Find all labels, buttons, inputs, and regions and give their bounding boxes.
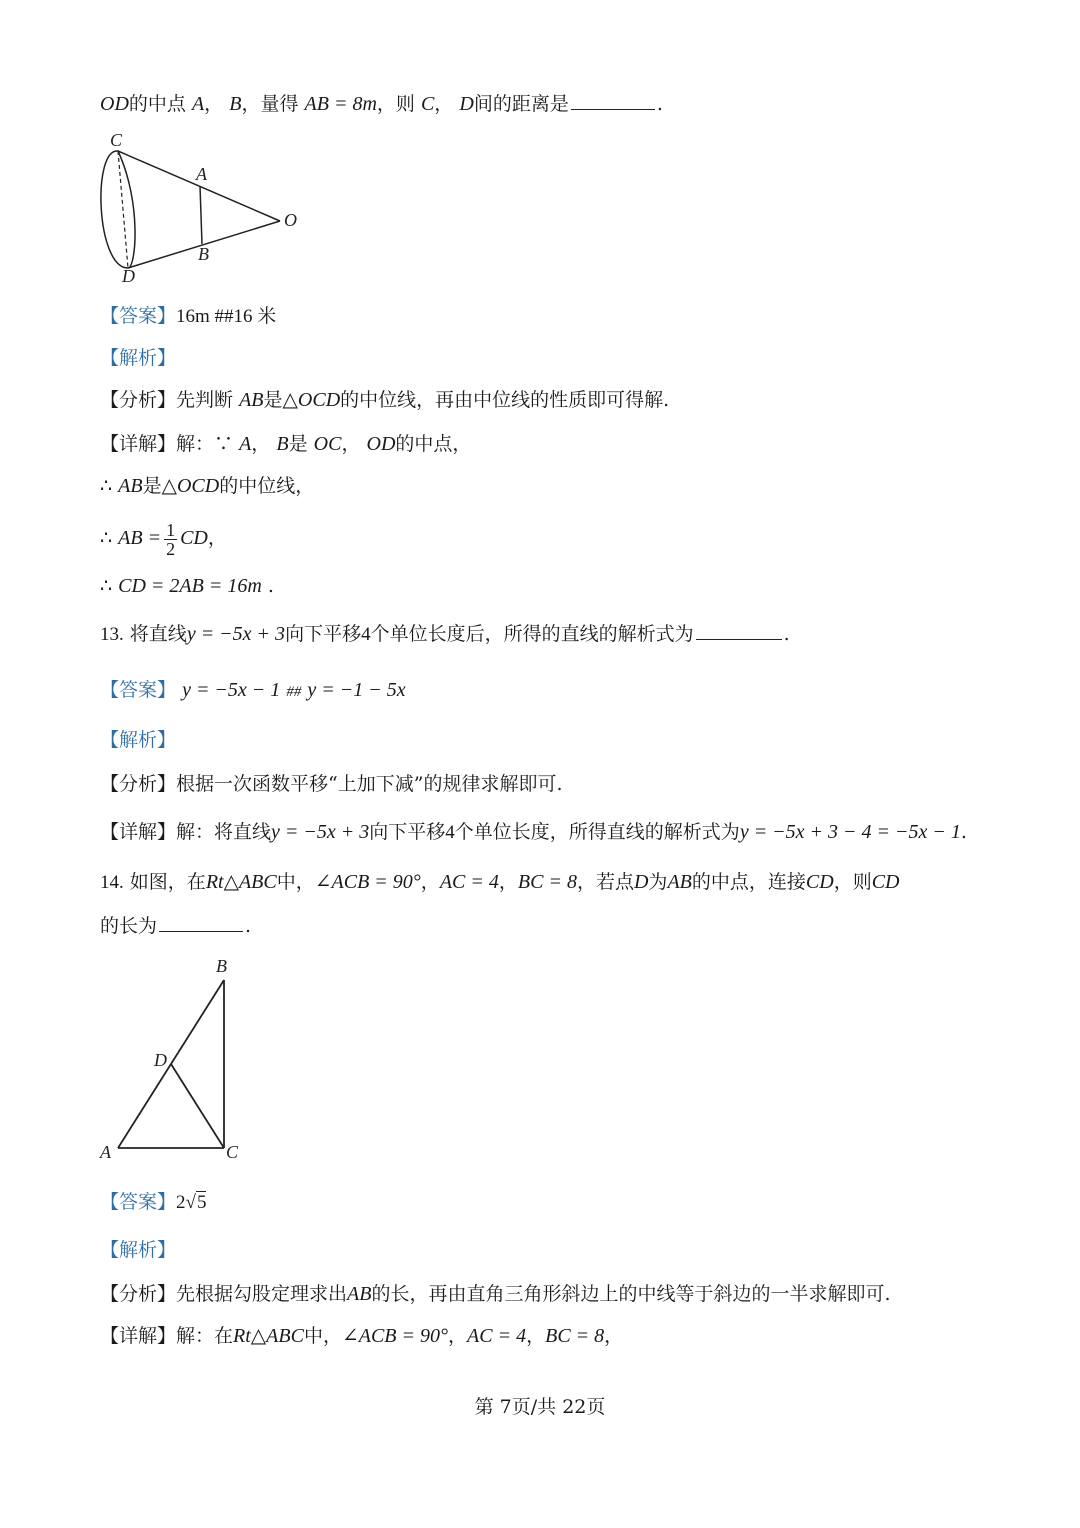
fraction-half: $\frac{1}{2}$	[166, 519, 176, 559]
seg-od: OD	[100, 93, 129, 115]
step-1: ∴ AB是△OCD的中位线，	[100, 475, 315, 497]
ab-equation: AB = 8m	[304, 93, 377, 115]
answer-14: 【答案】2√5	[100, 1191, 207, 1213]
answer-blank	[159, 913, 243, 932]
q12-stem: OD的中点 A， B，量得 AB = 8m，则 C， D间的距离是 .	[100, 93, 663, 115]
question-13: 13. 将直线y = −5x + 3向下平移4个单位长度后，所得的直线的解析式为 .	[100, 623, 790, 645]
label-b: B	[198, 244, 209, 264]
fenxi-12: 【分析】先判断 AB是△OCD的中位线，再由中位线的性质即可得解.	[100, 389, 670, 411]
label-d: D	[154, 1050, 167, 1070]
answer-13: 【答案】 y = −5x − 1 ## y = −1 − 5x	[100, 679, 406, 701]
cone-figure	[92, 128, 312, 288]
step-3: ∴ CD = 2AB = 16m .	[100, 575, 274, 597]
page-footer: 第 7页/共 22页	[474, 1396, 606, 1418]
triangle-figure	[96, 954, 256, 1166]
fenxi-13: 【分析】根据一次函数平移“上加下减”的规律求解即可.	[100, 773, 563, 795]
analysis-tag-13: 【解析】	[100, 729, 177, 751]
label-o: O	[284, 210, 297, 230]
analysis-tag-14: 【解析】	[100, 1239, 177, 1261]
question-14: 14. 如图，在Rt△ABC中，∠ACB = 90°，AC = 4，BC = 8，若点D为AB的中点，连接CD，则CD	[100, 871, 900, 893]
xiangjie-14: 【详解】解：在Rt△ABC中，∠ACB = 90°，AC = 4，BC = 8，	[100, 1325, 624, 1347]
label-d: D	[122, 266, 135, 286]
answer-12: 【答案】16m ##16 米	[100, 305, 277, 327]
label-b: B	[216, 956, 227, 976]
fenxi-14: 【分析】先根据勾股定理求出AB的长，再由直角三角形斜边上的中线等于斜边的一半求解即可.	[100, 1283, 891, 1305]
answer-blank	[696, 621, 782, 640]
label-a: A	[196, 164, 207, 184]
xiangjie-13: 【详解】解：将直线y = −5x + 3向下平移4个单位长度，所得直线的解析式为y = −5x + 3 − 4 = −5x − 1.	[100, 821, 967, 843]
answer-blank	[571, 91, 655, 110]
label-c: C	[110, 130, 123, 150]
answer-tag: 【答案】	[100, 305, 177, 327]
step-2: ∴ AB = $\frac{1}{2}$ CD，	[100, 519, 227, 559]
sqrt-value: 2√5	[176, 1192, 207, 1213]
xiangjie-12: 【详解】解：∵ A， B是 OC， OD的中点，	[100, 433, 472, 455]
label-a: A	[100, 1142, 111, 1162]
label-c: C	[226, 1142, 239, 1162]
analysis-tag-12: 【解析】	[100, 347, 177, 369]
question-14-line2: 的长为 .	[100, 915, 252, 937]
